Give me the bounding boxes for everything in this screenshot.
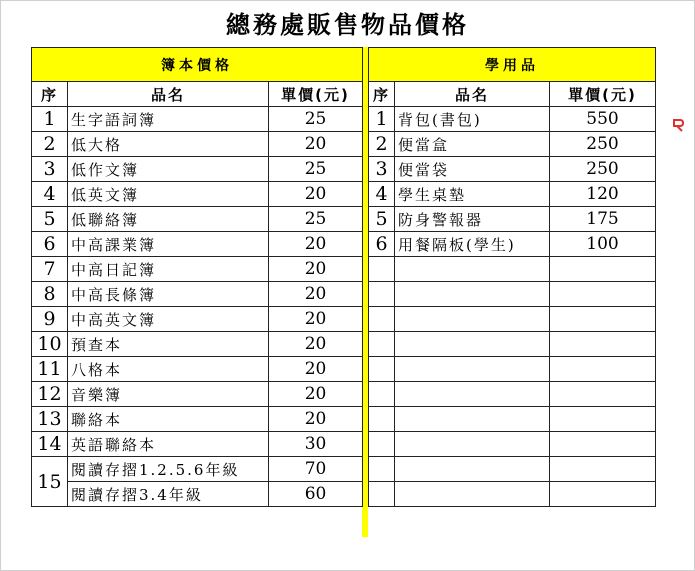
row-seq: 6 <box>369 232 395 257</box>
table-row <box>369 107 656 132</box>
table-row <box>32 332 363 357</box>
table-row <box>369 257 656 282</box>
row-seq: 4 <box>369 182 395 207</box>
row-item-name: 防身警報器 <box>395 207 550 232</box>
notebook-table-heading: 簿本價格 <box>32 48 363 82</box>
column-header-name: 品名 <box>395 82 550 107</box>
table-row <box>32 207 363 232</box>
row-unit-price: 120 <box>550 182 656 207</box>
notebook-price-table <box>31 47 363 507</box>
row-item-name: 聯絡本 <box>68 407 269 432</box>
row-item-name: 生字語詞簿 <box>68 107 269 132</box>
row-item-name: 八格本 <box>68 357 269 382</box>
row-unit-price: 20 <box>269 382 363 407</box>
row-item-name: 用餐隔板(學生) <box>395 232 550 257</box>
table-row <box>369 282 656 307</box>
table-row <box>369 182 656 207</box>
row-unit-price: 20 <box>269 357 363 382</box>
empty-cell <box>395 382 550 407</box>
table-row <box>369 232 656 257</box>
row-seq: 9 <box>32 307 68 332</box>
row-unit-price: 20 <box>269 282 363 307</box>
empty-cell <box>369 332 395 357</box>
table-row <box>369 357 656 382</box>
row-unit-price: 20 <box>269 257 363 282</box>
row-unit-price: 25 <box>269 107 363 132</box>
empty-cell <box>395 457 550 482</box>
row-seq: 2 <box>369 132 395 157</box>
table-heading-row <box>32 48 363 82</box>
row-item-name: 音樂簿 <box>68 382 269 407</box>
row-item-name: 中高課業簿 <box>68 232 269 257</box>
table-row <box>369 307 656 332</box>
table-heading-row <box>369 48 656 82</box>
empty-cell <box>369 307 395 332</box>
table-row <box>32 257 363 282</box>
table-row <box>32 182 363 207</box>
row-seq: 12 <box>32 382 68 407</box>
empty-cell <box>395 407 550 432</box>
table-row <box>32 357 363 382</box>
empty-cell <box>369 482 395 507</box>
row-unit-price: 100 <box>550 232 656 257</box>
row-item-name: 低大格 <box>68 132 269 157</box>
row-unit-price: 25 <box>269 157 363 182</box>
row-item-name: 低英文簿 <box>68 182 269 207</box>
empty-cell <box>550 257 656 282</box>
school-supplies-table <box>368 47 656 507</box>
page-title: 總務處販售物品價格 <box>226 11 469 39</box>
empty-cell <box>550 407 656 432</box>
row-seq: 14 <box>32 432 68 457</box>
row-seq: 11 <box>32 357 68 382</box>
row-unit-price: 30 <box>269 432 363 457</box>
empty-cell <box>369 457 395 482</box>
row-seq: 2 <box>32 132 68 157</box>
empty-cell <box>369 357 395 382</box>
table-row <box>32 107 363 132</box>
empty-cell <box>550 307 656 332</box>
table-row <box>369 482 656 507</box>
table-row <box>369 207 656 232</box>
row-item-name: 便當盒 <box>395 132 550 157</box>
table-row <box>32 307 363 332</box>
empty-cell <box>550 432 656 457</box>
column-header-price: 單價(元) <box>550 82 656 107</box>
row-item-name: 學生桌墊 <box>395 182 550 207</box>
row-unit-price: 20 <box>269 232 363 257</box>
row-item-name: 閱讀存摺1.2.5.6年級 <box>68 457 269 482</box>
empty-cell <box>550 457 656 482</box>
row-unit-price: 60 <box>269 482 363 507</box>
row-seq: 13 <box>32 407 68 432</box>
empty-cell <box>369 382 395 407</box>
empty-cell <box>395 257 550 282</box>
table-row <box>32 382 363 407</box>
row-item-name: 低聯絡簿 <box>68 207 269 232</box>
table-row <box>32 457 363 482</box>
row-seq: 6 <box>32 232 68 257</box>
table-row <box>369 457 656 482</box>
row-item-name: 英語聯絡本 <box>68 432 269 457</box>
column-header-row <box>369 82 656 107</box>
empty-cell <box>395 432 550 457</box>
row-item-name: 中高日記簿 <box>68 257 269 282</box>
row-item-name: 預查本 <box>68 332 269 357</box>
empty-cell <box>369 257 395 282</box>
row-unit-price: 20 <box>269 407 363 432</box>
row-seq: 1 <box>369 107 395 132</box>
row-seq: 5 <box>369 207 395 232</box>
table-row <box>32 232 363 257</box>
row-seq: 4 <box>32 182 68 207</box>
table-row <box>369 157 656 182</box>
empty-cell <box>395 482 550 507</box>
empty-cell <box>395 282 550 307</box>
empty-cell <box>550 482 656 507</box>
row-seq: 5 <box>32 207 68 232</box>
row-unit-price: 25 <box>269 207 363 232</box>
row-unit-price: 550 <box>550 107 656 132</box>
row-unit-price: 175 <box>550 207 656 232</box>
table-row <box>369 407 656 432</box>
row-unit-price: 250 <box>550 132 656 157</box>
row-unit-price: 70 <box>269 457 363 482</box>
row-unit-price: 250 <box>550 157 656 182</box>
table-row <box>369 432 656 457</box>
empty-cell <box>550 382 656 407</box>
row-unit-price: 20 <box>269 332 363 357</box>
table-row <box>32 132 363 157</box>
empty-cell <box>395 307 550 332</box>
row-seq: 15 <box>32 457 68 507</box>
row-item-name: 便當袋 <box>395 157 550 182</box>
column-header-row <box>32 82 363 107</box>
red-mark-icon <box>671 118 685 132</box>
table-row <box>369 332 656 357</box>
row-seq: 3 <box>32 157 68 182</box>
row-seq: 1 <box>32 107 68 132</box>
row-unit-price: 20 <box>269 132 363 157</box>
table-row <box>32 157 363 182</box>
empty-cell <box>550 282 656 307</box>
table-row <box>369 132 656 157</box>
row-item-name: 低作文簿 <box>68 157 269 182</box>
column-header-price: 單價(元) <box>269 82 363 107</box>
table-row <box>32 432 363 457</box>
empty-cell <box>395 332 550 357</box>
empty-cell <box>369 432 395 457</box>
table-row <box>32 282 363 307</box>
table-row <box>369 382 656 407</box>
row-item-name: 閱讀存摺3.4年級 <box>68 482 269 507</box>
table-row <box>32 482 363 507</box>
row-item-name: 背包(書包) <box>395 107 550 132</box>
row-unit-price: 20 <box>269 307 363 332</box>
row-unit-price: 20 <box>269 182 363 207</box>
column-header-name: 品名 <box>68 82 269 107</box>
row-item-name: 中高長條簿 <box>68 282 269 307</box>
column-header-seq: 序 <box>32 82 68 107</box>
column-header-seq: 序 <box>369 82 395 107</box>
row-seq: 3 <box>369 157 395 182</box>
empty-cell <box>369 282 395 307</box>
row-item-name: 中高英文簿 <box>68 307 269 332</box>
supplies-table-heading: 學用品 <box>369 48 656 82</box>
table-row <box>32 407 363 432</box>
empty-cell <box>550 332 656 357</box>
row-seq: 7 <box>32 257 68 282</box>
empty-cell <box>550 357 656 382</box>
row-seq: 10 <box>32 332 68 357</box>
empty-cell <box>395 357 550 382</box>
empty-cell <box>369 407 395 432</box>
row-seq: 8 <box>32 282 68 307</box>
